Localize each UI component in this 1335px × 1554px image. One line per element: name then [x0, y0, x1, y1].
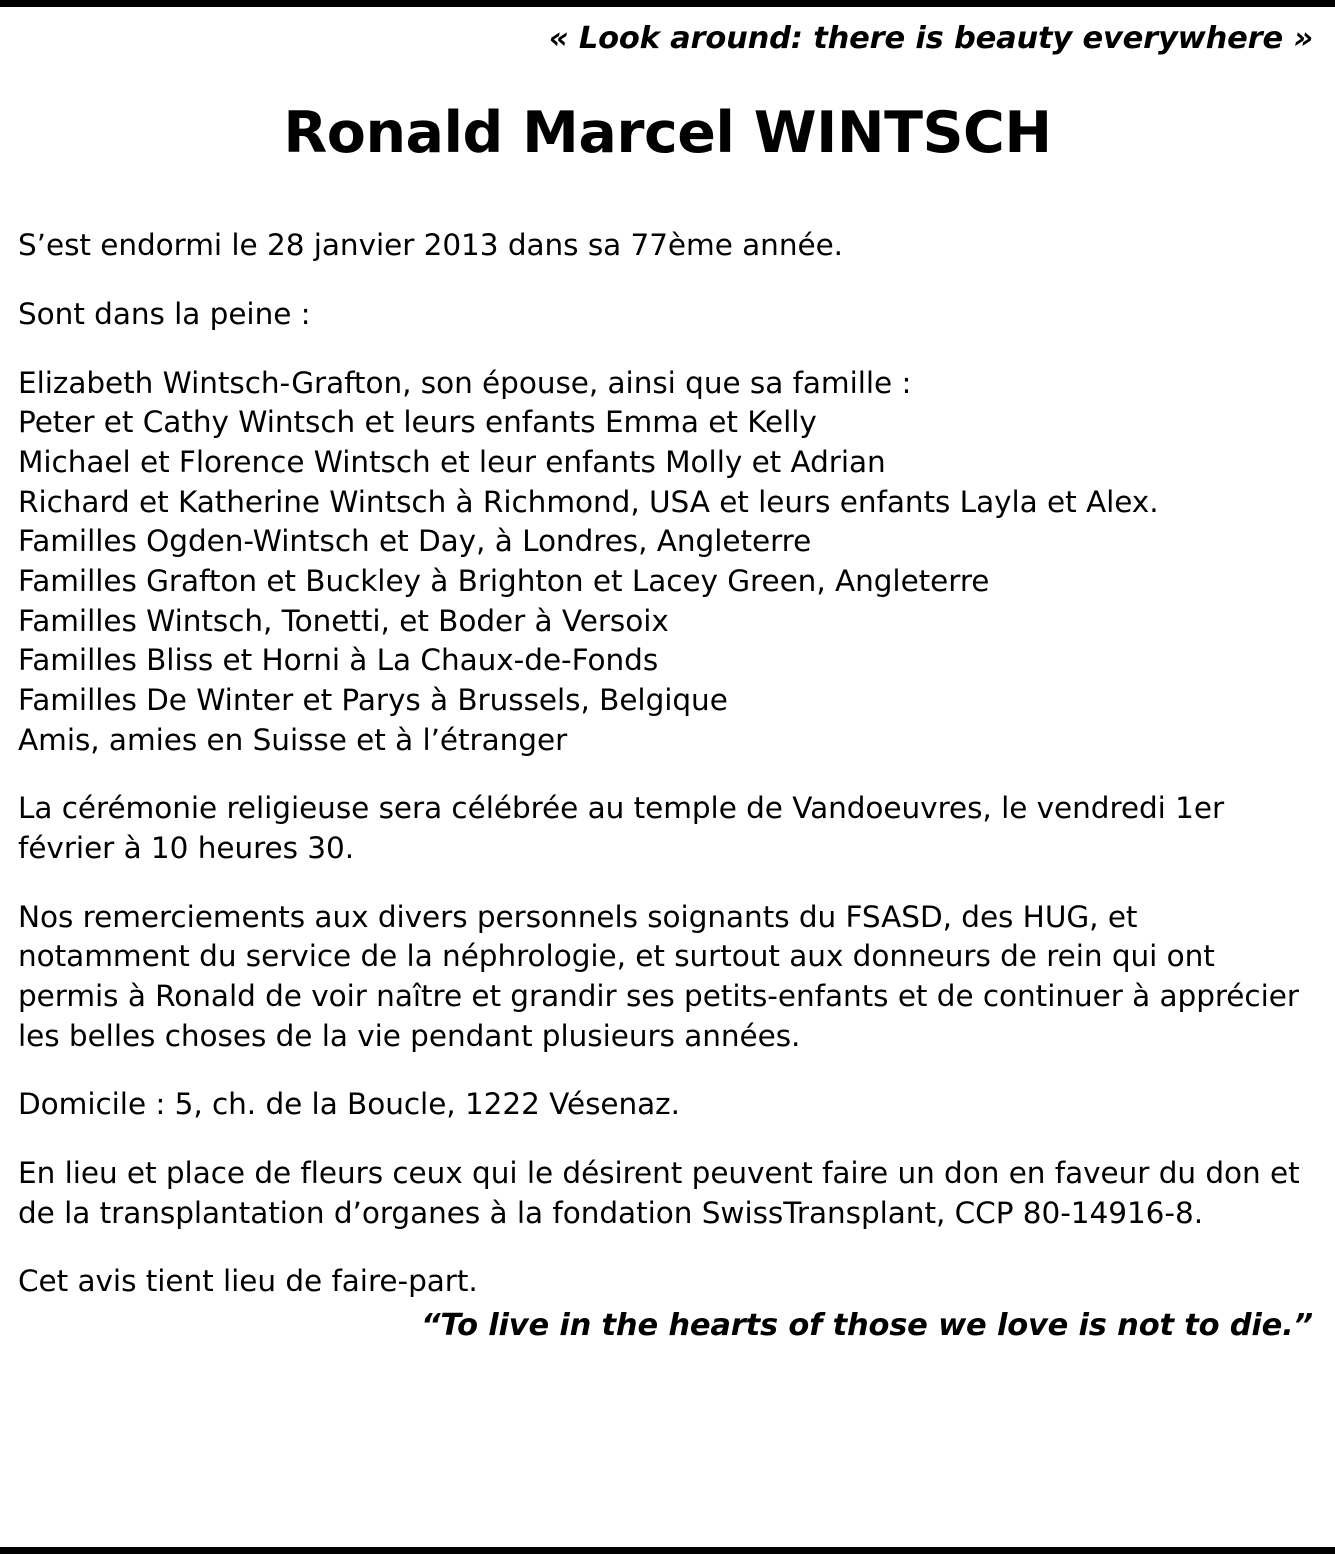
- list-item: Familles De Winter et Parys à Brussels, Belgique: [18, 683, 728, 717]
- closing-quote: “To live in the hearts of those we love is not to die.”: [420, 1308, 1313, 1344]
- list-item: Familles Ogden-Wintsch et Day, à Londres, Angleterre: [18, 524, 812, 559]
- bottom-divider-rule: [0, 1547, 1335, 1554]
- mourners-list: [18, 364, 1317, 761]
- list-item: Peter et Cathy Wintsch et leurs enfants Emma et Kelly: [18, 405, 817, 440]
- obituary-content: [0, 7, 1335, 1345]
- list-item: Michael et Florence Wintsch et leur enfants Molly et Adrian: [18, 444, 886, 479]
- death-notice-paragraph: S’est endormi le 28 janvier 2013 dans sa 77ème année.: [18, 228, 843, 263]
- thanks-paragraph: Nos remerciements aux divers personnels soignants du FSASD, des HUG, et notamment du service de la néphrologie, et surtout aux donneurs de rein qui ont permis à Ronald de voir naître et grandir ses petits-enfants et de continuer à apprécier les belles choses de la vie pendant plusieurs années.: [18, 899, 1299, 1053]
- obituary-body: [18, 226, 1317, 1302]
- spacer: [18, 760, 1317, 789]
- list-item: Richard et Katherine Wintsch à Richmond, USA et leurs enfants Layla et Alex.: [18, 484, 1159, 519]
- donations-paragraph: En lieu et place de fleurs ceux qui le désirent peuvent faire un don en faveur du don et de la transplantation d’organes à la fondation SwissTransplant, CCP 80-14916-8.: [18, 1156, 1300, 1230]
- mourners-intro-paragraph: Sont dans la peine :: [18, 296, 311, 331]
- epigraph-quote: « Look around: there is beauty everywhere »: [548, 21, 1313, 56]
- ceremony-paragraph: La cérémonie religieuse sera célébrée au temple de Vandoeuvres, le vendredi 1er février à 10 heures 30.: [18, 791, 1225, 866]
- list-item: Elizabeth Wintsch-Grafton, son épouse, ainsi que sa famille :: [18, 365, 912, 400]
- top-divider-rule: [0, 0, 1335, 7]
- list-item: Familles Bliss et Horni à La Chaux-de-Fonds: [18, 643, 659, 678]
- list-item: Familles Grafton et Buckley à Brighton et Lacey Green, Angleterre: [18, 563, 990, 598]
- list-item: Amis, amies en Suisse et à l’étranger: [18, 722, 568, 757]
- list-item: Familles Wintsch, Tonetti, et Boder à Versoix: [18, 603, 669, 638]
- page-title: Ronald Marcel WINTSCH: [283, 99, 1052, 166]
- address-paragraph: Domicile : 5, ch. de la Boucle, 1222 Vésenaz.: [18, 1087, 680, 1122]
- notice-note-paragraph: Cet avis tient lieu de faire-part.: [18, 1264, 478, 1299]
